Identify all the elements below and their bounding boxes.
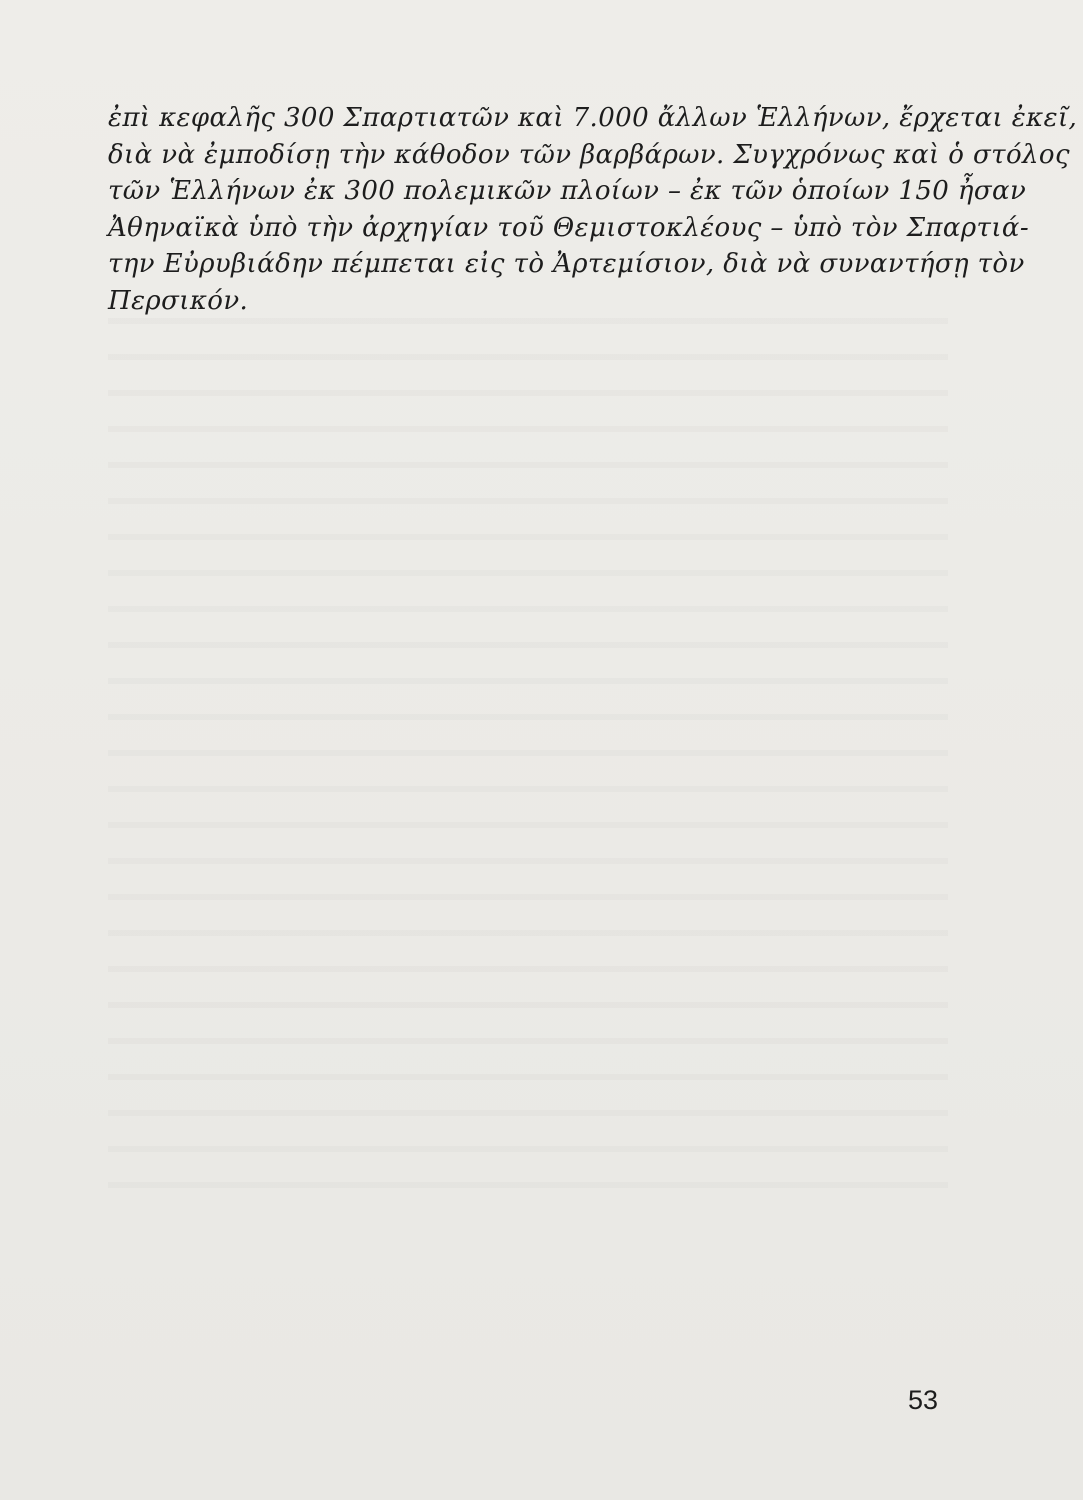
- bleed-through-background: [108, 318, 948, 1198]
- text-line: την Εὐρυβιάδην πέμπεται εἰς τὸ Ἀρτεμίσιον, διὰ νὰ συναντήσῃ τὸν: [108, 249, 1025, 279]
- text-line: τῶν Ἑλλήνων ἐκ 300 πολεμικῶν πλοίων – ἐκ τῶν ὁποίων 150 ἦσαν: [108, 176, 1027, 206]
- body-text: [108, 100, 1078, 319]
- text-line: διὰ νὰ ἐμποδίσῃ τὴν κάθοδον τῶν βαρβάρων. Συγχρόνως καὶ ὁ στόλος: [108, 139, 1070, 170]
- text-line: Περσικόν.: [108, 285, 249, 316]
- page-number: 53: [908, 1385, 939, 1415]
- text-line: ἐπὶ κεφαλῆς 300 Σπαρτιατῶν καὶ 7.000 ἄλλων Ἑλλήνων, ἔρχεται ἐκεῖ,: [108, 103, 1078, 133]
- text-line: Ἀθηναϊκὰ ὑπὸ τὴν ἀρχηγίαν τοῦ Θεμιστοκλέους – ὑπὸ τὸν Σπαρτιά-: [108, 212, 1030, 243]
